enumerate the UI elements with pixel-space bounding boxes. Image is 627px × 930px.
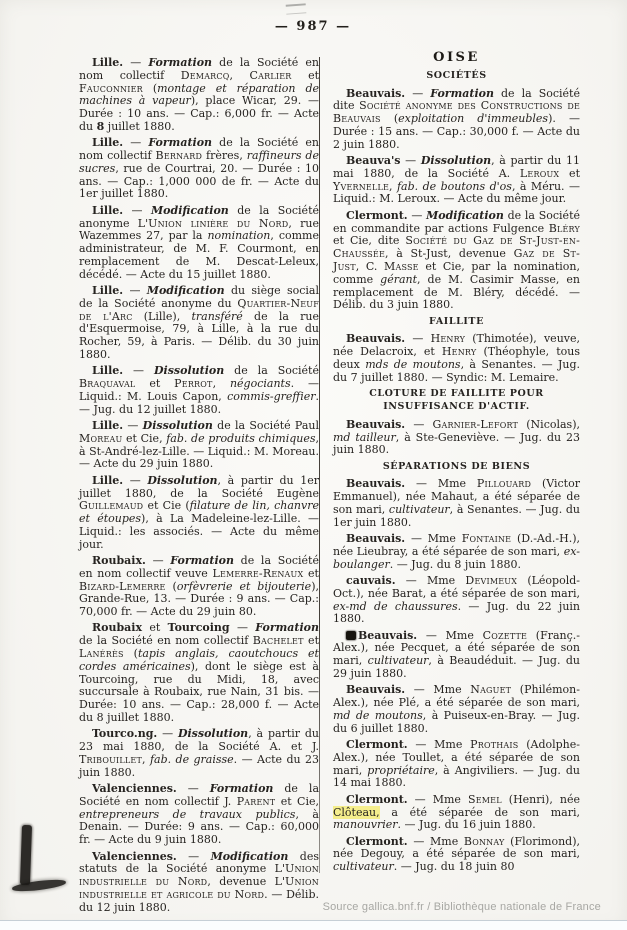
text-run: du siège social de la Société anonyme du bbox=[79, 284, 319, 310]
text-run: Clermont. bbox=[346, 738, 408, 752]
text-run: , C. bbox=[355, 259, 385, 273]
text-run: Henry bbox=[430, 332, 466, 346]
text-run: ). — Durée : 15 ans. — Cap.: 30,000 f. — Acte du 2 juin 1880. bbox=[333, 112, 580, 151]
right-column bbox=[333, 52, 580, 878]
text-run: Prothais bbox=[470, 738, 519, 752]
text-run: de la Société en nom collectif J. bbox=[79, 782, 320, 808]
text-run: , à St-Just, devenue bbox=[385, 247, 514, 261]
text-run: Beauvais. bbox=[358, 628, 418, 642]
text-run: cultivateur bbox=[388, 503, 450, 516]
gazette-entry bbox=[79, 365, 319, 416]
text-run: Naguet bbox=[470, 683, 512, 697]
text-run: entrepreneurs de travaux publics bbox=[79, 807, 296, 821]
text-run: md de moutons bbox=[333, 708, 423, 722]
text-run: Lemerre-Renaux bbox=[212, 566, 304, 580]
text-run: , de M. Casimir Masse, en remplacement de M. Bléry, décédé. — Délib. du 3 juin 1880. bbox=[333, 272, 580, 312]
text-run: Modification bbox=[150, 203, 229, 217]
gazette-entry bbox=[333, 533, 580, 571]
text-run: , à St-André-lez-Lille. — Liquid.: M. Moreau. — Acte du 29 juin 1880. bbox=[79, 431, 319, 471]
text-run: ), à La Madeleine-lez-Lille. — Liquid.: les associés. — Acte du même jour. bbox=[79, 512, 319, 551]
text-run: cultivateur bbox=[333, 860, 394, 874]
text-run: raffineurs de sucres bbox=[79, 149, 319, 175]
text-run: — Mme bbox=[405, 477, 477, 491]
text-run: Perrot bbox=[174, 377, 213, 391]
text-run: , à Angiviliers. — Jug. du 14 mai 1880. bbox=[333, 763, 580, 790]
gazette-entry bbox=[333, 478, 580, 529]
text-run: Fontaine bbox=[461, 532, 512, 546]
gazette-entry bbox=[79, 205, 319, 282]
text-run: de la Société en nom collectif bbox=[79, 634, 253, 648]
text-run: des statuts de la Société anonyme L' bbox=[79, 849, 319, 876]
text-run: (Philémon-Alex.), née Plé, a été séparée de son mari, bbox=[333, 683, 580, 710]
text-run: de la Société anonyme L' bbox=[79, 203, 319, 230]
text-run: — bbox=[400, 154, 421, 168]
text-run: orfèvrerie et bijouterie bbox=[176, 579, 312, 593]
text-run: Modification bbox=[426, 208, 504, 222]
text-run: Lille. bbox=[92, 473, 124, 487]
text-run: ), dont le siège est à Tourcoing, rue du Midi, 18, avec succursale à Roubaix, rue Nain, 31 bis. — Durée: 10 ans. — Cap.: 28,000 f. — Acte du 8 juillet 1880. bbox=[79, 659, 319, 725]
text-run: . — Jug. du 12 juillet 1880. bbox=[79, 389, 319, 416]
text-run: . — Acte du 23 juin 1880. bbox=[79, 752, 319, 779]
text-run: Bléry bbox=[548, 221, 580, 235]
text-run: (Victor Emmanuel), née Mahaut, a été séparée de son mari, bbox=[333, 477, 580, 516]
text-run: — bbox=[123, 419, 143, 433]
text-run: Formation bbox=[209, 782, 274, 796]
text-run: et bbox=[142, 621, 168, 635]
section-heading: OISE bbox=[433, 50, 480, 65]
text-run: et Cie ( bbox=[143, 499, 190, 513]
text-run: a été séparée de son mari, bbox=[379, 805, 580, 819]
text-run: Modification bbox=[146, 284, 225, 298]
gazette-entry bbox=[333, 684, 580, 735]
text-run: Bizard-Lemerre bbox=[79, 579, 166, 593]
text-run: , rue Wazemmes 27, par la bbox=[79, 216, 319, 243]
scan-artifact-mark bbox=[286, 3, 307, 14]
text-run: Tribouillet bbox=[79, 752, 143, 766]
gazette-entry bbox=[333, 155, 580, 206]
source-text: Source gallica.bnf.fr / Bibliothèque nationale de France bbox=[322, 901, 601, 913]
text-run: (Léopold-Oct.), née Barat, a été séparée de son mari, bbox=[333, 573, 580, 600]
text-run: . — Jug. du 22 juin 1880. bbox=[333, 599, 581, 626]
text-run: Cozette bbox=[482, 628, 528, 642]
text-run: de la Société en nom collectif veuve bbox=[79, 553, 319, 580]
text-run: et Cie, bbox=[122, 431, 167, 445]
text-run: Union industrielle du Nord bbox=[79, 862, 319, 889]
text-run: Quartier-Neuf de l'Arc bbox=[79, 296, 319, 323]
text-run: ex-md de chaussures bbox=[333, 599, 458, 613]
text-run: Beauvais. bbox=[346, 532, 406, 546]
text-run: . — Délib. du 12 juin 1880. bbox=[79, 887, 319, 914]
text-run: Garnier-Lefort bbox=[432, 417, 519, 431]
text-run: (Franç.-Alex.), née Pecquet, a été séparée de son mari, bbox=[333, 628, 580, 668]
text-run: Bonnay bbox=[463, 834, 505, 848]
text-run: . — Jug. du 8 juin 1880. bbox=[389, 557, 521, 571]
gazette-entry bbox=[79, 475, 319, 552]
text-run: frères, bbox=[202, 149, 247, 163]
text-run: Roubaix. bbox=[92, 553, 146, 567]
text-run: — Mme bbox=[405, 532, 462, 546]
text-run: tapis anglais, caoutchoucs et cordes américaines bbox=[79, 647, 319, 673]
text-run: , à Senantes. — Jug. du 7 juillet 1880. — Syndic: M. Lemaire. bbox=[333, 358, 580, 384]
text-run: commis-greffier bbox=[227, 389, 316, 403]
text-run: Gaz de St-Just bbox=[333, 247, 580, 273]
text-run: (Henri), née bbox=[501, 792, 580, 806]
text-run: Lanérès bbox=[79, 647, 124, 661]
text-run: — Mme bbox=[417, 628, 483, 642]
text-run: ( bbox=[380, 112, 399, 126]
gazette-entry bbox=[333, 210, 580, 312]
text-run: Leroux bbox=[519, 166, 560, 180]
gazette-entry bbox=[333, 88, 580, 152]
text-run: Lille. bbox=[92, 136, 124, 150]
text-run: . — Jug. du 16 juin 1880. bbox=[397, 818, 536, 832]
text-run: ), place Wicar, 29. — Durée : 10 ans. — Cap.: 6,000 fr. — Acte du bbox=[79, 94, 319, 133]
section-heading: CLOTURE DE FAILLITE POUR INSUFFISANCE D'ACTIF. bbox=[369, 388, 544, 412]
text-run: , bbox=[389, 179, 397, 193]
text-run: montage et réparation de machines à vapeur bbox=[79, 81, 319, 108]
text-run: de la Société Paul bbox=[212, 419, 319, 433]
text-run: — bbox=[123, 56, 149, 69]
text-run: . — Liquid.: M. Louis Capon, bbox=[79, 377, 319, 403]
left-column bbox=[79, 57, 319, 918]
text-run: Formation bbox=[255, 621, 319, 635]
text-run: et bbox=[559, 166, 580, 180]
text-run: Carlier bbox=[249, 68, 292, 82]
text-run: , bbox=[142, 752, 150, 766]
search-highlight: Clôteau, bbox=[333, 805, 380, 819]
text-run: de la rue d'Esquermoise, 79, à Lille, à la rue du Rocher, 59, à Paris. — Délib. du 30 juin 1880. bbox=[79, 309, 319, 362]
text-run: Roubaix bbox=[92, 621, 143, 635]
gazette-entry bbox=[79, 622, 319, 724]
text-run: Tourcoing bbox=[167, 621, 230, 635]
text-run: de la Société bbox=[224, 364, 319, 378]
text-run: ( bbox=[165, 579, 177, 593]
text-run: — Mme bbox=[405, 683, 471, 697]
text-run: Braquaval bbox=[79, 377, 136, 391]
text-run: — bbox=[157, 727, 178, 741]
text-run: Beauvais. bbox=[346, 683, 406, 697]
text-run: — bbox=[145, 553, 171, 567]
text-run: Lille. bbox=[92, 203, 124, 217]
text-run: et Cie, dite bbox=[333, 234, 406, 248]
text-run: — bbox=[123, 136, 149, 150]
text-run: — bbox=[229, 621, 256, 635]
text-run: Lille. bbox=[92, 284, 124, 298]
gazette-entry bbox=[79, 420, 319, 471]
text-run: Pillouard bbox=[476, 477, 532, 491]
text-run: md tailleur bbox=[333, 430, 396, 444]
text-run: Dissolution bbox=[147, 473, 218, 487]
text-run: filature de lin, chanvre et étoupes bbox=[79, 499, 319, 526]
text-run: Beauvais. bbox=[346, 332, 406, 346]
text-run: Lille. bbox=[92, 419, 124, 433]
text-run: ( bbox=[123, 647, 138, 661]
text-run: Dissolution bbox=[142, 419, 213, 433]
text-run: et Cie, par la nomination, comme bbox=[333, 259, 580, 286]
text-run: négociants bbox=[229, 377, 291, 391]
text-run: — Mme bbox=[395, 573, 466, 587]
text-run: Tourco.ng. bbox=[92, 727, 158, 741]
gazette-entry bbox=[333, 739, 580, 790]
text-run: , à Méru. — Liquid.: M. Leroux. — Acte du même jour. bbox=[333, 179, 581, 206]
text-run: Formation bbox=[430, 86, 494, 100]
text-run: Modification bbox=[210, 849, 289, 863]
text-run: ex-boulanger bbox=[333, 544, 580, 571]
text-run: , à partir du 1er juillet 1880, de la Société Eugène bbox=[79, 473, 319, 500]
text-run: Demarcq bbox=[180, 68, 230, 82]
text-run: ), Grande-Rue, 13. — Durée : 9 ans. — Cap.: 70,000 fr. — Acte du 29 juin 80. bbox=[79, 579, 319, 619]
gazette-entry bbox=[79, 555, 319, 619]
section-heading: FAILLITE bbox=[429, 315, 484, 327]
text-run: et bbox=[291, 68, 319, 82]
text-run: Valenciennes. bbox=[92, 849, 177, 863]
text-run: ( bbox=[142, 81, 158, 95]
text-run: Société anonyme des Constructions de Beauvais bbox=[333, 99, 580, 126]
text-run: et bbox=[303, 634, 319, 648]
text-run: , à partir du 11 mai 1880, de la Société A. bbox=[333, 154, 580, 180]
text-run: (D.-Ad.-H.), née Lieubray, a été séparée de son mari, bbox=[333, 532, 580, 558]
text-run: cauvais. bbox=[346, 573, 396, 587]
gazette-entry bbox=[333, 836, 580, 874]
text-run: propriétaire bbox=[367, 763, 435, 777]
text-run: — bbox=[123, 364, 155, 378]
text-run: Dissolution bbox=[420, 154, 492, 168]
text-run: Dissolution bbox=[154, 364, 225, 378]
text-run: , à partir du 23 mai 1880, de la Société A. et J. bbox=[79, 727, 319, 754]
text-run: mds de moutons bbox=[365, 358, 461, 372]
text-run: Henry bbox=[441, 345, 477, 359]
text-run: de la Société en nom collectif bbox=[79, 136, 319, 163]
text-run: — bbox=[405, 332, 431, 346]
text-run: — Mme bbox=[407, 738, 471, 752]
text-run: fab. de graisse bbox=[149, 752, 234, 766]
gazette-entry bbox=[333, 419, 580, 457]
text-run: exploitation d'immeubles bbox=[398, 112, 549, 126]
section-heading: SOCIÉTÉS bbox=[426, 69, 487, 81]
text-run: , à Denain. — Durée: 9 ans. — Cap.: 60,000 fr. — Acte du 9 juin 1880. bbox=[79, 807, 319, 847]
text-run: Formation bbox=[148, 136, 213, 150]
text-run: (Adolphe-Alex.), née Toullet, a été séparée de son mari, bbox=[333, 738, 580, 777]
text-run: , devenue L' bbox=[207, 875, 285, 889]
text-run: — bbox=[405, 86, 431, 100]
text-run: Beauvais. bbox=[346, 86, 406, 100]
text-run: Parent bbox=[236, 794, 276, 808]
text-run: Beauvais. bbox=[346, 417, 406, 431]
gazette-entry bbox=[333, 333, 580, 384]
text-run: de la Société en commandite par actions Fulgence bbox=[333, 208, 580, 235]
gazette-entry bbox=[79, 57, 319, 134]
section-heading: SÉPARATIONS DE BIENS bbox=[382, 460, 531, 472]
text-run: nomination bbox=[207, 229, 271, 243]
gazette-entry bbox=[79, 137, 319, 201]
text-run: Masse bbox=[384, 259, 419, 273]
text-run: (Florimond), née Degouy, a été séparée de son mari, bbox=[333, 834, 580, 861]
text-run: (Nicolas), bbox=[518, 417, 580, 431]
text-run: , bbox=[229, 68, 250, 82]
text-run: manouvrier bbox=[333, 818, 398, 832]
text-run: Union linière du Nord bbox=[148, 216, 289, 230]
gazette-entry bbox=[333, 794, 580, 832]
page-number: — 987 — bbox=[274, 19, 352, 34]
ink-smudge-vertical bbox=[20, 825, 32, 885]
text-run: , à Beaudéduit. — Jug. du 29 juin 1880. bbox=[333, 654, 580, 681]
text-run: — bbox=[405, 417, 433, 431]
text-run: , comme administrateur, de M. F. Courmont, en remplacement de M. Descat-Leleux, décédé. — Acte du 15 juillet 1880. bbox=[79, 229, 319, 281]
text-run: de la Société dite bbox=[333, 86, 580, 113]
gazette-entry bbox=[79, 285, 319, 362]
text-run: , à Puiseux-en-Bray. — Jug. du 6 juillet 1880. bbox=[333, 708, 580, 735]
text-run: Dissolution bbox=[177, 727, 249, 741]
text-run: et Cie, bbox=[275, 794, 319, 808]
text-run: Guillemaud bbox=[79, 499, 144, 513]
text-run: — bbox=[123, 203, 151, 217]
text-run: Lille. bbox=[92, 56, 124, 69]
text-run: Semel bbox=[468, 792, 502, 806]
text-run: gérant bbox=[380, 272, 418, 286]
text-run: Bernard bbox=[155, 149, 203, 163]
text-run: 8 bbox=[96, 119, 105, 133]
text-run: fab. de produits chimiques bbox=[166, 431, 316, 445]
text-run: Yvernelle bbox=[333, 179, 390, 193]
gazette-entry bbox=[333, 630, 580, 681]
text-run: (Thimotée), veuve, née Delacroix, et bbox=[333, 332, 580, 359]
text-run: — bbox=[123, 473, 148, 487]
text-run: — bbox=[176, 849, 211, 863]
text-run: et bbox=[135, 377, 175, 391]
text-run: — bbox=[407, 208, 427, 222]
text-run: transféré bbox=[191, 309, 243, 323]
text-run: Moreau bbox=[79, 431, 123, 445]
text-run: de la Société en nom collectif bbox=[79, 56, 319, 82]
text-run: — Mme bbox=[407, 792, 468, 806]
text-run: Clermont. bbox=[346, 834, 408, 848]
text-run: et bbox=[303, 566, 319, 580]
text-run: Beauvais. bbox=[346, 477, 406, 491]
text-run: , bbox=[212, 377, 230, 391]
text-run: fab. de boutons d'os bbox=[396, 179, 512, 193]
text-run: Clermont. bbox=[346, 792, 408, 806]
text-run: Fauconnier bbox=[79, 81, 143, 95]
text-run: (Lille), bbox=[132, 309, 192, 323]
text-run: Formation bbox=[170, 553, 234, 567]
source-attribution bbox=[0, 901, 601, 913]
text-run: Devimeux bbox=[465, 573, 518, 587]
text-run: (Théophyle, tous deux bbox=[333, 345, 580, 372]
text-run: Société du Gaz de St-Just-en-Chaussée bbox=[333, 234, 581, 261]
text-run: Valenciennes. bbox=[92, 782, 177, 796]
text-run: , à Ste-Geneviève. — Jug. du 23 juin 1880. bbox=[333, 430, 580, 457]
text-run: juillet 1880. bbox=[104, 119, 175, 133]
text-run: Formation bbox=[148, 56, 213, 69]
text-run: — bbox=[176, 782, 210, 796]
text-run: Union industrielle et agricole du Nord bbox=[79, 875, 319, 901]
text-run: — bbox=[123, 284, 147, 298]
text-run: Clermont. bbox=[346, 208, 408, 222]
gazette-entry bbox=[79, 728, 319, 779]
text-run: Beauva's bbox=[346, 154, 401, 168]
gazette-entry bbox=[333, 575, 580, 626]
gazette-entry bbox=[79, 783, 319, 847]
text-run: cultivateur bbox=[367, 654, 429, 668]
text-run: , à Senantes. — Jug. du 1er juin 1880. bbox=[333, 503, 580, 529]
text-run: . — Jug. du 18 juin 80 bbox=[393, 860, 515, 874]
column-divider bbox=[319, 57, 320, 873]
text-run: Lille. bbox=[92, 364, 124, 378]
text-run: — Mme bbox=[407, 834, 464, 848]
text-run: , rue de Courtrai, 20. — Durée : 10 ans. — Cap.: 1,000 000 de fr. — Acte du 1er juillet 1880. bbox=[79, 161, 319, 201]
text-run: Bachelet bbox=[252, 634, 304, 648]
ink-blot bbox=[346, 631, 356, 640]
